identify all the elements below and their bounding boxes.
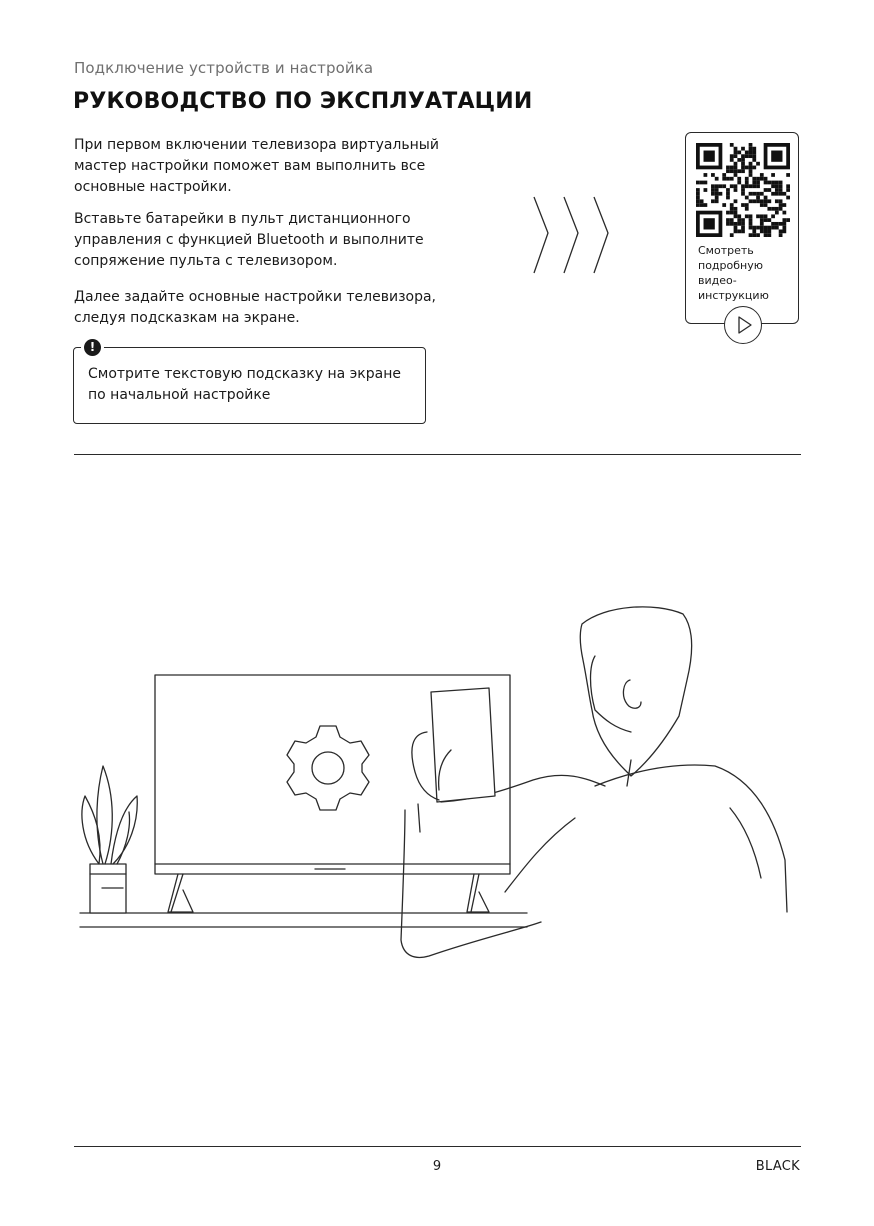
paragraph-intro: При первом включении телевизора виртуальный мастер настройки поможет вам выполнить все основные настройки. [74, 137, 439, 195]
brand-label: BLACK [755, 1159, 800, 1174]
notice-box [73, 340, 426, 424]
chevron-arrows-icon [528, 193, 618, 277]
play-button[interactable] [724, 306, 762, 344]
plant-icon [82, 766, 137, 913]
divider [74, 454, 801, 455]
play-icon [725, 307, 761, 343]
qr-card[interactable] [685, 132, 799, 324]
footer-divider [74, 1146, 801, 1147]
exclamation-icon: ! [84, 339, 101, 356]
page-title: РУКОВОДСТВО ПО ЭКСПЛУАТАЦИИ [73, 89, 533, 114]
paragraph-settings: Далее задайте основные настройки телевизора, следуя подсказкам на экране. [74, 289, 436, 326]
page-number: 9 [432, 1159, 442, 1174]
paragraph-batteries: Вставьте батарейки в пульт дистанционного управления с функцией Bluetooth и выполните сопряжение пульта с телевизором. [74, 211, 424, 269]
qr-caption: Смотреть подробную видео-инструкцию [698, 244, 769, 302]
section-title: Подключение устройств и настройка [74, 59, 374, 77]
shelf-icon [80, 913, 527, 927]
notice-text: Смотрите текстовую подсказку на экране по начальной настройке [88, 366, 401, 403]
tv-setup-illustration [75, 600, 795, 970]
qr-code-icon[interactable] [696, 143, 790, 237]
